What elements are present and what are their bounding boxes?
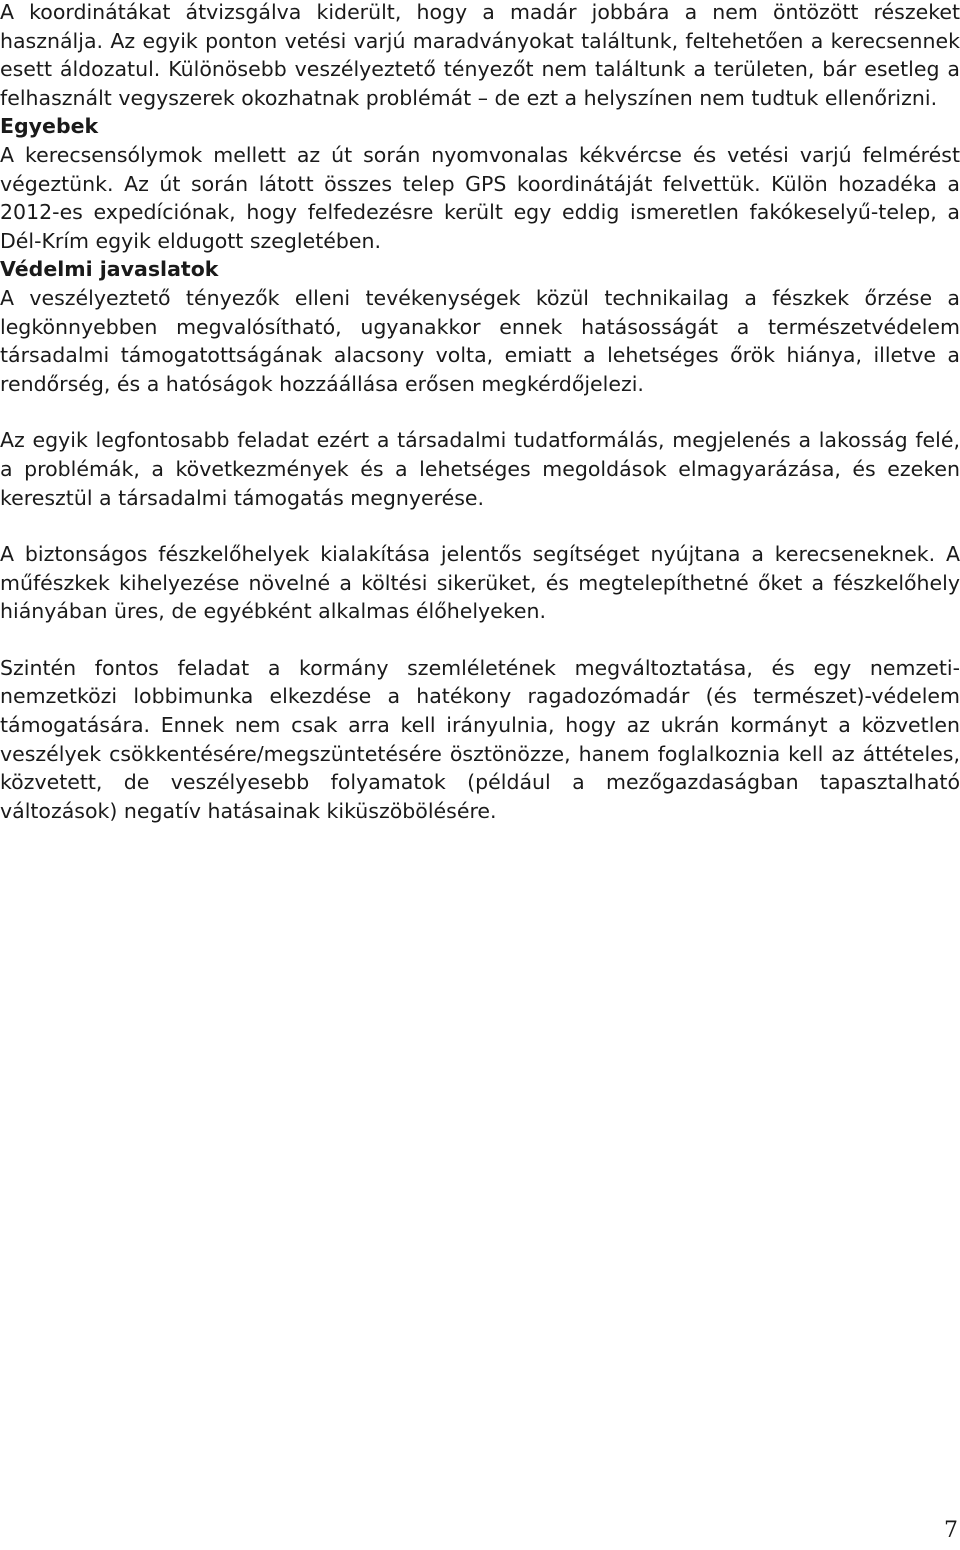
paragraph-vedelmi-2: Az egyik legfontosabb feladat ezért a társadalmi tudatformálás, megjelenés a lakosság felé, a problémák, a következmények és a lehetséges megoldások elmagyarázása, és ezeken keresztül a társadalmi támogatás megnyerése. <box>0 428 960 510</box>
paragraph-vedelmi-4: Szintén fontos feladat a kormány szemléletének megváltoztatása, és egy nemzeti-nemzetközi lobbimunka elkezdése a hatékony ragadozómadár (és természet)-védelem támogatására. Ennek nem csak arra kell irányulnia, hogy az ukrán kormányt a közvetlen veszélyek csökkentésére/megszüntetésére ösztönözze, hanem foglalkoznia kell az áttételes, közvetett, de veszélyesebb folyamatok (például a mezőgazdaságban tapasztalható változások) negatív hatásainak kiküszöbölésére. <box>0 655 960 823</box>
heading-egyebek: Egyebek <box>0 114 99 139</box>
paragraph-intro: A koordinátákat átvizsgálva kiderült, hogy a madár jobbára a nem öntözött részeket használja. Az egyik ponton vetési varjú maradványokat találtunk, feltehetően a kerecsennek esett áldozatul. Különösebb veszélyeztető tényezőt nem találtunk a területen, bár esetleg a felhasznált vegyszerek okozhatnak problémát – de ezt a helyszínen nem tudtuk ellenőrizni. <box>0 0 960 110</box>
paragraph-vedelmi-3: A biztonságos fészkelőhelyek kialakítása jelentős segítséget nyújtana a kerecseneknek. A műfészkek kihelyezése növelné a költési sikerüket, és megtelepíthetné őket a fészkelőhely hiányában üres, de egyébként alkalmas élőhelyeken. <box>0 542 960 624</box>
page-number: 7 <box>944 1518 958 1543</box>
paragraph-vedelmi-1: A veszélyeztető tényezők elleni tevékenységek közül technikailag a fészkek őrzése a legkönnyebben megvalósítható, ugyanakkor ennek hatásosságát a természetvédelem társadalmi támogatottságának alacsony volta, emiatt a lehetséges őrök hiánya, illetve a rendőrség, és a hatóságok hozzáállása erősen megkérdőjelezi. <box>0 285 960 396</box>
paragraph-egyebek: A kerecsensólymok mellett az út során nyomvonalas kékvércse és vetési varjú felmérést végeztünk. Az út során látott összes telep GPS koordinátáját felvettük. Külön hozadéka a 2012-es expedíciónak, hogy felfedezésre került egy eddig ismeretlen fakókeselyű-telep, a Dél-Krím egyik eldugott szegletében. <box>0 142 960 253</box>
heading-vedelmi-javaslatok: Védelmi javaslatok <box>0 257 219 282</box>
